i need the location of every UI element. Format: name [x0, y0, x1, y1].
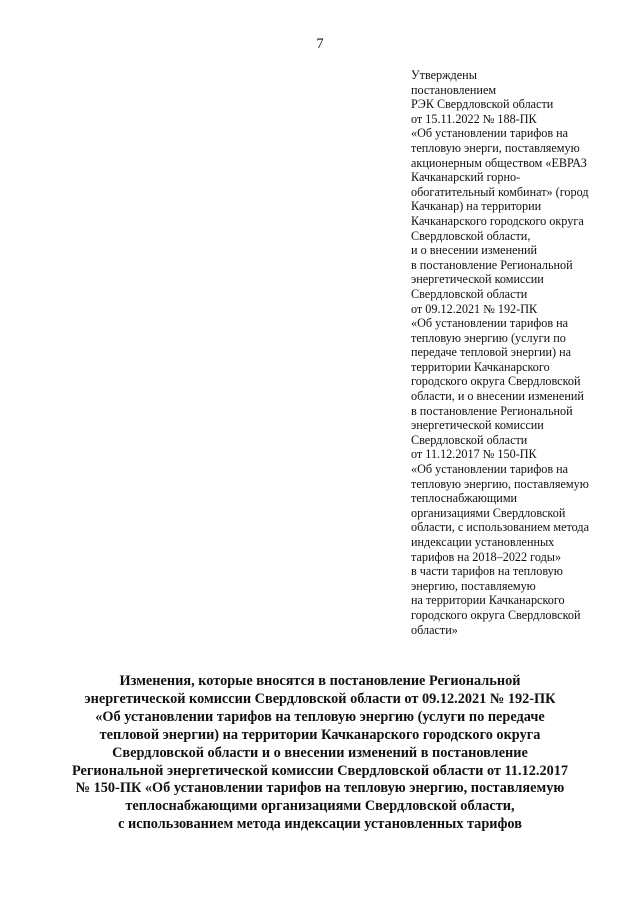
- approval-line: Свердловской области,: [411, 228, 531, 243]
- approval-line: «Об установлении тарифов на: [411, 462, 569, 477]
- approval-line: в постановление Региональной: [411, 403, 573, 418]
- approval-block: [411, 68, 621, 637]
- approval-line: теплоснабжающими: [411, 491, 518, 506]
- heading-line: Региональной энергетической комиссии Свердловской области от 11.12.2017: [71, 762, 569, 779]
- approval-line: акционерным обществом «ЕВРАЗ: [411, 155, 587, 170]
- approval-line: Утверждены: [411, 68, 477, 82]
- approval-line: Качканарский горно-: [411, 170, 521, 185]
- approval-line: энергию, поставляемую: [411, 578, 536, 593]
- approval-line: передаче тепловой энергии) на: [411, 345, 572, 360]
- approval-line: городского округа Свердловской: [411, 607, 581, 622]
- approval-line: от 15.11.2022 № 188-ПК: [411, 111, 537, 126]
- heading-line: энергетической комиссии Свердловской области от 09.12.2021 № 192-ПК: [84, 690, 556, 707]
- approval-line: области»: [411, 622, 458, 637]
- heading-line: Изменения, которые вносятся в постановление Региональной: [119, 673, 521, 689]
- approval-line: тепловую энергию, поставляемую: [411, 476, 589, 491]
- heading-line: теплоснабжающими организациями Свердловской области,: [125, 798, 515, 815]
- heading-line: тепловой энергии) на территории Качканарского городского округа: [99, 726, 541, 743]
- approval-line: индексации установленных: [411, 535, 555, 549]
- approval-line: от 11.12.2017 № 150-ПК: [411, 447, 537, 462]
- approval-line: тепловую энерги, поставляемую: [411, 140, 580, 155]
- approval-line: Качканар) на территории: [411, 199, 542, 214]
- approval-line: тарифов на 2018–2022 годы»: [411, 549, 562, 564]
- page-number: 7: [316, 36, 324, 52]
- approval-line: области, и о внесении изменений: [411, 389, 584, 404]
- approval-line: «Об установлении тарифов на: [411, 316, 569, 331]
- approval-line: Качканарского городского округа: [411, 213, 584, 228]
- approval-line: тепловую энергию (услуги по: [411, 330, 566, 345]
- heading-line: с использованием метода индексации установленных тарифов: [118, 816, 522, 833]
- approval-line: территории Качканарского: [411, 359, 550, 374]
- approval-line: Свердловской области: [411, 286, 528, 301]
- approval-line: РЭК Свердловской области: [411, 97, 554, 112]
- heading-line: «Об установлении тарифов на тепловую энергию (услуги по передаче: [95, 708, 545, 725]
- approval-line: на территории Качканарского: [411, 593, 565, 608]
- approval-line: энергетической комиссии: [411, 418, 544, 433]
- approval-line: Свердловской области: [411, 432, 528, 447]
- approval-line: от 09.12.2021 № 192-ПК: [411, 301, 538, 316]
- approval-line: в части тарифов на тепловую: [411, 564, 563, 579]
- approval-line: постановлением: [411, 82, 497, 97]
- heading-line: Свердловской области и о внесении изменений в постановление: [112, 744, 528, 761]
- approval-line: области, с использованием метода: [411, 520, 590, 535]
- approval-line: городского округа Свердловской: [411, 374, 581, 389]
- document-heading: [60, 673, 580, 834]
- approval-line: «Об установлении тарифов на: [411, 126, 569, 141]
- approval-line: в постановление Региональной: [411, 257, 573, 272]
- approval-line: организациями Свердловской: [411, 505, 566, 520]
- approval-line: энергетической комиссии: [411, 272, 544, 287]
- approval-line: обогатительный комбинат» (город: [411, 184, 589, 199]
- approval-line: и о внесении изменений: [411, 243, 538, 258]
- heading-line: № 150-ПК «Об установлении тарифов на тепловую энергию, поставляемую: [75, 780, 565, 797]
